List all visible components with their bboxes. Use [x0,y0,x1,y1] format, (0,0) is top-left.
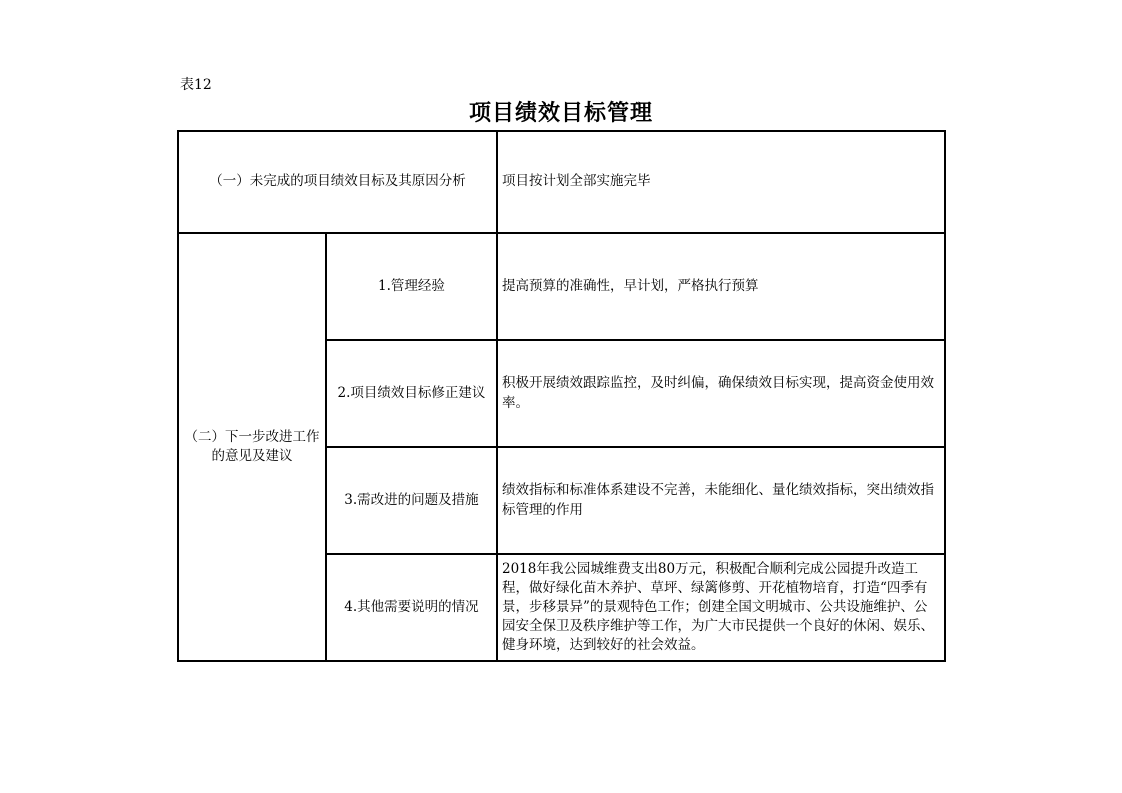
section-two-label: （二）下一步改进工作的意见及建议 [178,233,326,661]
section-one-content: 项目按计划全部实施完毕 [497,131,945,233]
item-content: 绩效指标和标准体系建设不完善，未能细化、量化绩效指标，突出绩效指标管理的作用 [497,447,945,554]
item-label: 3.需改进的问题及措施 [326,447,497,554]
item-content: 提高预算的准确性，早计划，严格执行预算 [497,233,945,340]
table-number-label: 表12 [180,77,212,93]
item-label: 2.项目绩效目标修正建议 [326,340,497,447]
item-label: 1.管理经验 [326,233,497,340]
performance-target-table [177,130,946,662]
section-one-label: （一）未完成的项目绩效目标及其原因分析 [178,131,497,233]
page-title: 项目绩效目标管理 [468,101,653,126]
item-content: 2018年我公园城维费支出80万元，积极配合顺利完成公园提升改造工程，做好绿化苗木养护、草坪、绿篱修剪、开花植物培育，打造“四季有景，步移景异”的景观特色工作；创建全国文明城市、公共设施维护、公园安全保卫及秩序维护等工作，为广大市民提供一个良好的休闲、娱乐、健身环境，达到较好的社会效益。 [497,554,945,661]
item-content: 积极开展绩效跟踪监控，及时纠偏，确保绩效目标实现，提高资金使用效率。 [497,340,945,447]
item-label: 4.其他需要说明的情况 [326,554,497,661]
table-row [178,233,945,340]
table-row [178,131,945,233]
